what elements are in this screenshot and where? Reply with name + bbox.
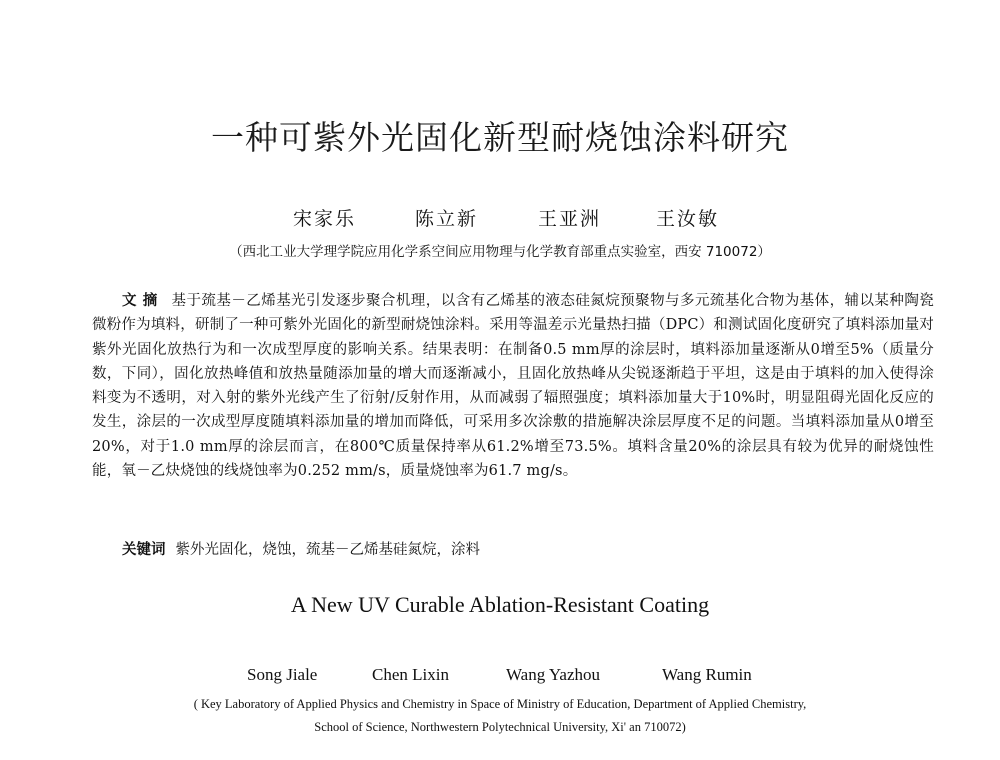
- english-title: A New UV Curable Ablation-Resistant Coating: [290, 592, 710, 617]
- english-author: Wang Yazhou: [506, 665, 601, 684]
- chinese-affiliation: （西北工业大学理学院应用化学系空间应用物理与化学教育部重点实验室，西安 710072）: [229, 244, 771, 260]
- english-author: Wang Rumin: [662, 665, 752, 684]
- keywords-label: 关键词: [122, 542, 166, 558]
- chinese-abstract: [92, 289, 934, 483]
- abstract-text: 基于巯基－乙烯基光引发逐步聚合机理，以含有乙烯基的液态硅氮烷预聚物与多元巯基化合物为基体，辅以某种陶瓷微粉作为填料，研制了一种可紫外光固化的新型耐烧蚀涂料。采用等温差示光量热扫描（DPC）和测试固化度研究了填料添加量对紫外光固化放热行为和一次成型厚度的影响关系。结果表明：在制备0.5 mm厚的涂层时，填料添加量逐渐从0增至5%（质量分数，下同），固化放热峰值和放热量随添加量的增大而逐渐减小，且固化放热峰从尖锐逐渐趋于平坦，这是由于填料的加入使得涂料变为不透明，对入射的紫外光线产生了衍射/反射作用，从而减弱了辐照强度；填料添加量大于10%时，明显阻碍光固化反应的发生，涂层的一次成型厚度随填料添加量的增加而降低，可采用多次涂敷的措施解决涂层厚度不足的问题。当填料添加量从0增至20%，对于1.0 mm厚的涂层而言，在800℃质量保持率从61.2%增至73.5%。填料含量20%的涂层具有较为优异的耐烧蚀性能，氧－乙炔烧蚀的线烧蚀率为0.252 mm/s，质量烧蚀率为61.7 mg/s。: [92, 293, 934, 480]
- abstract-label: 文摘: [122, 293, 164, 309]
- chinese-author-list: [0, 204, 1000, 234]
- english-affiliation-line: ( Key Laboratory of Applied Physics and Chemistry in Space of Ministry of Education, Department of Applied Chemistry,: [193, 697, 807, 711]
- chinese-author: 王亚洲: [538, 208, 602, 230]
- chinese-author: 宋家乐: [293, 208, 357, 230]
- chinese-title: 一种可紫外光固化新型耐烧蚀涂料研究: [211, 118, 789, 157]
- chinese-author: 王汝敏: [656, 208, 720, 230]
- english-affiliation-line: School of Science, Northwestern Polytechnical University, Xi' an 710072): [314, 720, 686, 734]
- english-author-list: [0, 665, 1000, 691]
- chinese-keywords: [122, 538, 480, 559]
- chinese-author: 陈立新: [415, 208, 479, 230]
- keywords-text: 紫外光固化，烧蚀，巯基－乙烯基硅氮烷，涂料: [175, 542, 480, 558]
- english-author: Song Jiale: [247, 665, 318, 684]
- english-author: Chen Lixin: [372, 665, 449, 684]
